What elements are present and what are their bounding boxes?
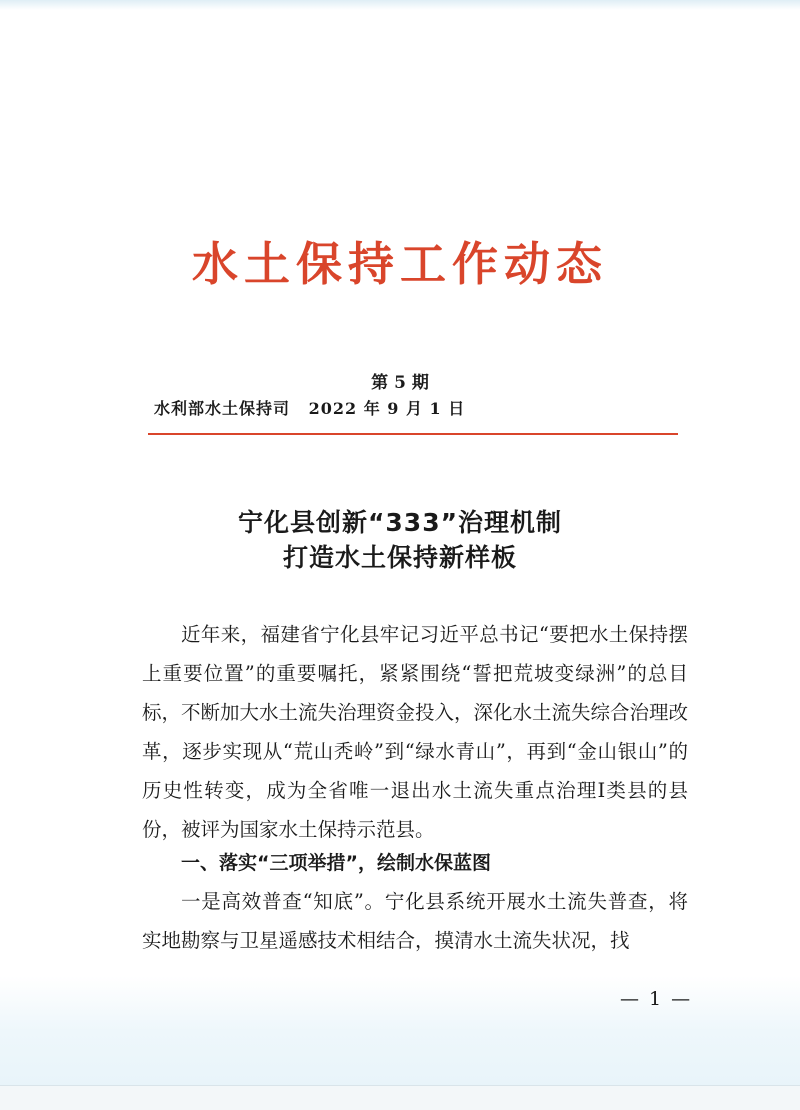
header-divider [148, 433, 678, 435]
publisher: 水利部水土保持司 [154, 399, 291, 418]
section-paragraph: 一是高效普查“知底”。宁化县系统开展水土流失普查，将实地勘察与卫星遥感技术相结合，摸清水土流失状况，找 [142, 890, 688, 952]
scan-edge [0, 0, 800, 10]
article-title-line-1: 宁化县创新“333”治理机制 [237, 508, 563, 537]
masthead-title: 水土保持工作动态 [192, 237, 608, 291]
publish-date: 2022 年 9 月 1 日 [308, 399, 466, 418]
intro-paragraph: 近年来，福建省宁化县牢记习近平总书记“要把水土保持摆上重要位置”的重要嘱托，紧紧围绕“誓把荒坡变绿洲”的总目标，不断加大水土流失治理资金投入，深化水土流失综合治理改革，逐步实现从“荒山秃岭”到“绿水青山”，再到“金山银山”的历史性转变，成为全省唯一退出水土流失重点治理Ⅰ类县的县份，被评为国家水土保持示范县。 [142, 623, 689, 841]
scan-bottom-band [0, 1085, 800, 1110]
section-heading: 一、落实“三项举措”，绘制水保蓝图 [181, 852, 491, 874]
page-number: — 1 — [620, 988, 693, 1010]
article-title-line-2: 打造水土保持新样板 [282, 543, 517, 572]
issue-number: 第 5 期 [371, 373, 429, 393]
dateline [154, 396, 477, 419]
